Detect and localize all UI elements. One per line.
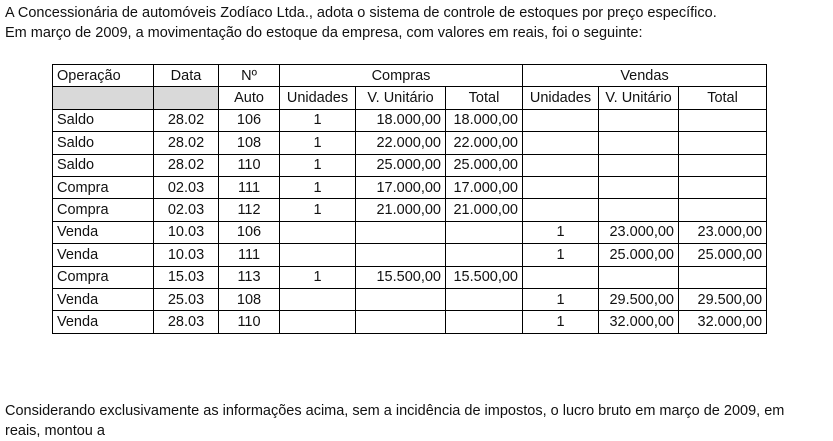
table-row <box>53 154 767 176</box>
header-data: Data <box>154 65 219 87</box>
cell-vendas-unidades: 1 <box>523 244 599 266</box>
cell-compras-unidades: 1 <box>280 132 356 154</box>
cell-data: 28.03 <box>154 311 219 333</box>
cell-vendas-total <box>679 266 767 288</box>
cell-vendas-total <box>679 154 767 176</box>
cell-vendas-unitario <box>599 266 679 288</box>
header-compras-unidades: Unidades <box>280 87 356 109</box>
cell-vendas-unitario <box>599 132 679 154</box>
cell-vendas-unitario: 32.000,00 <box>599 311 679 333</box>
cell-vendas-unitario: 25.000,00 <box>599 244 679 266</box>
cell-vendas-total: 29.500,00 <box>679 288 767 310</box>
table-row <box>53 266 767 288</box>
cell-compras-unitario: 22.000,00 <box>356 132 446 154</box>
header-row-1 <box>53 65 767 87</box>
cell-vendas-unidades <box>523 154 599 176</box>
cell-compras-unitario <box>356 288 446 310</box>
cell-compras-unitario: 17.000,00 <box>356 176 446 198</box>
header-auto: Auto <box>219 87 280 109</box>
table-row <box>53 288 767 310</box>
cell-vendas-total: 23.000,00 <box>679 221 767 243</box>
intro-text <box>5 3 717 43</box>
cell-operacao: Compra <box>53 266 154 288</box>
cell-operacao: Compra <box>53 199 154 221</box>
cell-vendas-unitario <box>599 176 679 198</box>
cell-data: 02.03 <box>154 199 219 221</box>
cell-vendas-unitario <box>599 109 679 131</box>
cell-compras-total: 18.000,00 <box>446 109 523 131</box>
cell-auto: 112 <box>219 199 280 221</box>
cell-vendas-total: 25.000,00 <box>679 244 767 266</box>
cell-vendas-unidades <box>523 109 599 131</box>
cell-compras-unidades: 1 <box>280 154 356 176</box>
cell-compras-unidades: 1 <box>280 199 356 221</box>
header-vendas: Vendas <box>523 65 767 87</box>
question-text <box>5 401 784 441</box>
cell-data: 10.03 <box>154 221 219 243</box>
cell-vendas-unitario: 23.000,00 <box>599 221 679 243</box>
cell-auto: 108 <box>219 132 280 154</box>
cell-vendas-unidades: 1 <box>523 311 599 333</box>
cell-data: 28.02 <box>154 132 219 154</box>
cell-compras-unidades <box>280 311 356 333</box>
cell-vendas-total: 32.000,00 <box>679 311 767 333</box>
cell-compras-total <box>446 221 523 243</box>
table-row <box>53 199 767 221</box>
cell-compras-total: 21.000,00 <box>446 199 523 221</box>
cell-auto: 110 <box>219 154 280 176</box>
cell-auto: 108 <box>219 288 280 310</box>
table-row <box>53 221 767 243</box>
cell-operacao: Saldo <box>53 154 154 176</box>
cell-compras-unitario: 15.500,00 <box>356 266 446 288</box>
table-row <box>53 311 767 333</box>
cell-auto: 113 <box>219 266 280 288</box>
cell-vendas-unitario <box>599 154 679 176</box>
table-row <box>53 132 767 154</box>
cell-vendas-unidades <box>523 199 599 221</box>
cell-data: 15.03 <box>154 266 219 288</box>
cell-vendas-total <box>679 109 767 131</box>
intro-line-1: A Concessionária de automóveis Zodíaco Ltda., adota o sistema de controle de estoques por preço específico. <box>5 5 717 21</box>
cell-data: 02.03 <box>154 176 219 198</box>
cell-compras-total: 17.000,00 <box>446 176 523 198</box>
cell-compras-total <box>446 288 523 310</box>
cell-operacao: Saldo <box>53 132 154 154</box>
cell-compras-unitario <box>356 221 446 243</box>
cell-vendas-unidades <box>523 132 599 154</box>
cell-auto: 110 <box>219 311 280 333</box>
cell-compras-unidades <box>280 221 356 243</box>
table-row <box>53 109 767 131</box>
header-compras-unitario: V. Unitário <box>356 87 446 109</box>
header-gray-cell <box>154 87 219 109</box>
cell-data: 25.03 <box>154 288 219 310</box>
header-compras: Compras <box>280 65 523 87</box>
cell-vendas-unidades <box>523 176 599 198</box>
cell-data: 28.02 <box>154 109 219 131</box>
cell-operacao: Venda <box>53 244 154 266</box>
cell-auto: 106 <box>219 109 280 131</box>
cell-compras-unitario <box>356 244 446 266</box>
cell-vendas-total <box>679 176 767 198</box>
cell-operacao: Venda <box>53 311 154 333</box>
intro-line-2: Em março de 2009, a movimentação do estoque da empresa, com valores em reais, foi o seguinte: <box>5 25 643 41</box>
cell-vendas-unitario <box>599 199 679 221</box>
cell-compras-unidades <box>280 244 356 266</box>
cell-compras-unidades: 1 <box>280 109 356 131</box>
header-operacao: Operação <box>53 65 154 87</box>
cell-operacao: Venda <box>53 221 154 243</box>
cell-compras-total <box>446 244 523 266</box>
cell-compras-unidades <box>280 288 356 310</box>
cell-compras-unidades: 1 <box>280 266 356 288</box>
header-compras-total: Total <box>446 87 523 109</box>
header-vendas-total: Total <box>679 87 767 109</box>
question-line-2: reais, montou a <box>5 423 105 439</box>
cell-vendas-total <box>679 132 767 154</box>
cell-compras-unitario <box>356 311 446 333</box>
cell-compras-unitario: 21.000,00 <box>356 199 446 221</box>
cell-vendas-unidades: 1 <box>523 288 599 310</box>
cell-compras-total: 25.000,00 <box>446 154 523 176</box>
cell-operacao: Saldo <box>53 109 154 131</box>
header-numero: Nº <box>219 65 280 87</box>
cell-compras-unidades: 1 <box>280 176 356 198</box>
header-vendas-unitario: V. Unitário <box>599 87 679 109</box>
cell-compras-unitario: 18.000,00 <box>356 109 446 131</box>
cell-operacao: Compra <box>53 176 154 198</box>
cell-auto: 111 <box>219 244 280 266</box>
question-line-1: Considerando exclusivamente as informações acima, sem a incidência de impostos, o lucro bruto em março de 2009, em <box>5 403 785 419</box>
cell-operacao: Venda <box>53 288 154 310</box>
cell-vendas-unidades <box>523 266 599 288</box>
cell-data: 28.02 <box>154 154 219 176</box>
cell-auto: 106 <box>219 221 280 243</box>
header-row-2 <box>53 87 767 109</box>
cell-compras-total: 22.000,00 <box>446 132 523 154</box>
stock-movement-table <box>52 64 767 334</box>
cell-compras-total: 15.500,00 <box>446 266 523 288</box>
table-row <box>53 176 767 198</box>
table-row <box>53 244 767 266</box>
cell-auto: 111 <box>219 176 280 198</box>
cell-data: 10.03 <box>154 244 219 266</box>
cell-compras-unitario: 25.000,00 <box>356 154 446 176</box>
cell-vendas-total <box>679 199 767 221</box>
header-vendas-unidades: Unidades <box>523 87 599 109</box>
cell-vendas-unitario: 29.500,00 <box>599 288 679 310</box>
header-gray-cell <box>53 87 154 109</box>
cell-compras-total <box>446 311 523 333</box>
cell-vendas-unidades: 1 <box>523 221 599 243</box>
